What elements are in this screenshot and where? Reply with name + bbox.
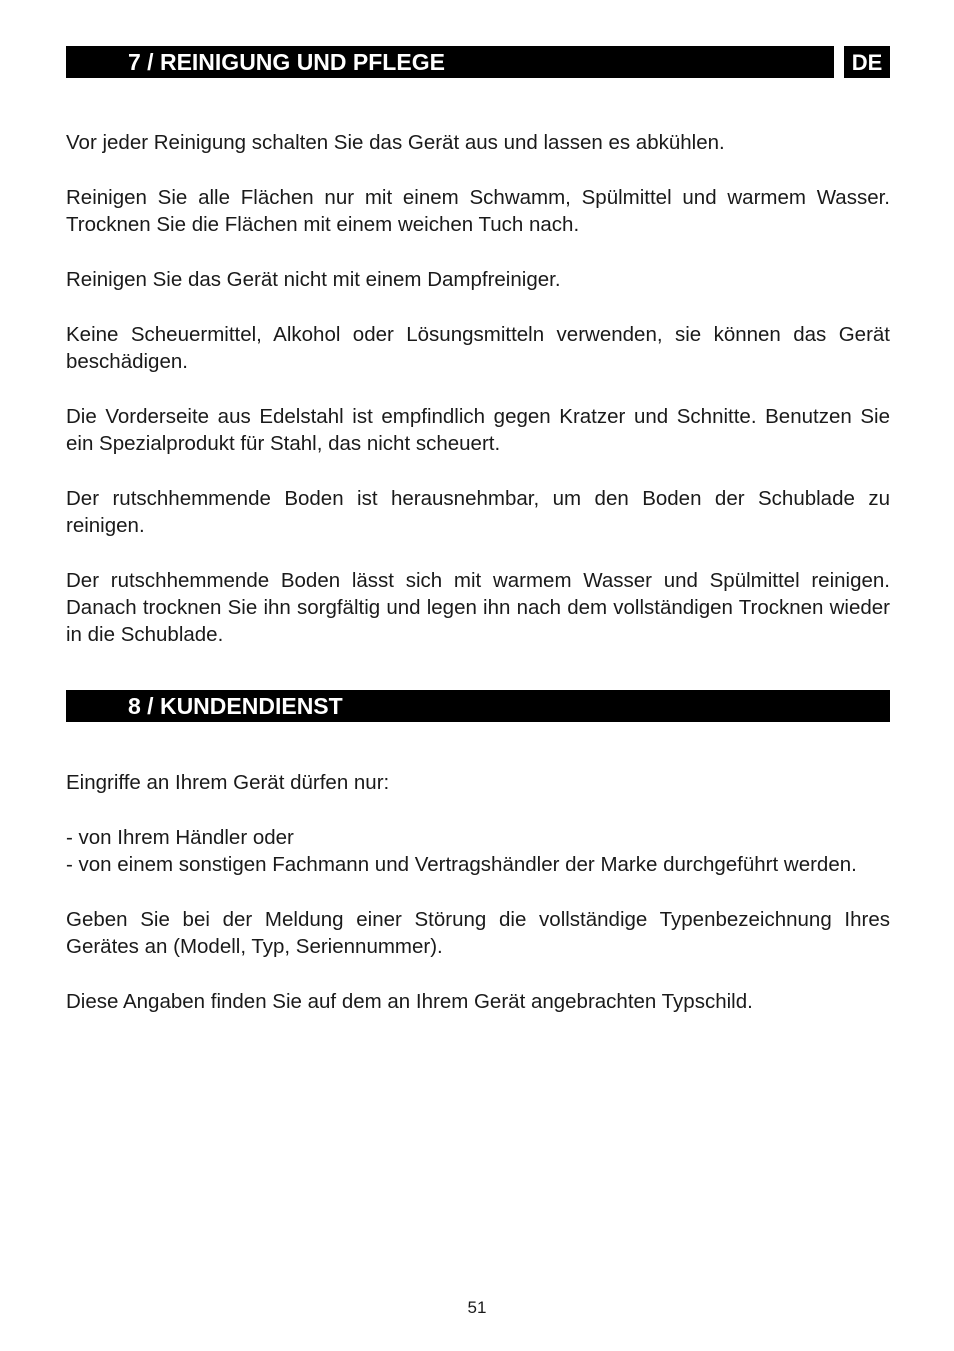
paragraph-clean-surfaces: Reinigen Sie alle Flächen nur mit einem Schwamm, Spülmittel und warmem Wasser. Trocknen Sie die Flächen mit einem weichen Tuch nach. bbox=[66, 186, 890, 236]
list-item-dealer: - von Ihrem Händler oder bbox=[66, 826, 294, 849]
page-number: 51 bbox=[467, 1298, 487, 1317]
section-8-body bbox=[66, 769, 890, 1015]
paragraph-removable-base: Der rutschhemmende Boden ist herausnehmbar, um den Boden der Schublade zu reinigen. bbox=[66, 487, 890, 537]
language-badge: DE bbox=[844, 46, 890, 78]
section-8-title: 8 / KUNDENDIENST bbox=[128, 693, 343, 719]
list-item-specialist: - von einem sonstigen Fachmann und Vertragshändler der Marke durchgeführt werden. bbox=[66, 853, 857, 876]
section-8-header bbox=[66, 690, 890, 722]
section-7-title: 7 / REINIGUNG UND PFLEGE bbox=[128, 49, 445, 75]
section-7-header bbox=[66, 46, 834, 78]
paragraph-service-intro: Eingriffe an Ihrem Gerät dürfen nur: bbox=[66, 771, 390, 794]
paragraph-fault-report: Geben Sie bei der Meldung einer Störung die vollständige Typenbezeichnung Ihres Gerätes an (Modell, Typ, Seriennummer). bbox=[66, 908, 890, 958]
paragraph-clean-base: Der rutschhemmende Boden lässt sich mit warmem Wasser und Spülmittel reinigen. Danach trocknen Sie ihn sorgfältig und legen ihn nach dem vollständigen Trocknen wieder in die Schublade. bbox=[66, 569, 890, 646]
section-7-body bbox=[66, 129, 890, 648]
paragraph-no-abrasives: Keine Scheuermittel, Alkohol oder Lösungsmitteln verwenden, sie können das Gerät beschädigen. bbox=[66, 323, 890, 373]
paragraph-switch-off: Vor jeder Reinigung schalten Sie das Gerät aus und lassen es abkühlen. bbox=[66, 131, 725, 154]
paragraph-no-steam: Reinigen Sie das Gerät nicht mit einem Dampfreiniger. bbox=[66, 268, 561, 291]
paragraph-rating-plate: Diese Angaben finden Sie auf dem an Ihrem Gerät angebrachten Typschild. bbox=[66, 990, 753, 1013]
paragraph-stainless-front: Die Vorderseite aus Edelstahl ist empfindlich gegen Kratzer und Schnitte. Benutzen Sie ein Spezialprodukt für Stahl, das nicht scheuert. bbox=[66, 405, 890, 455]
